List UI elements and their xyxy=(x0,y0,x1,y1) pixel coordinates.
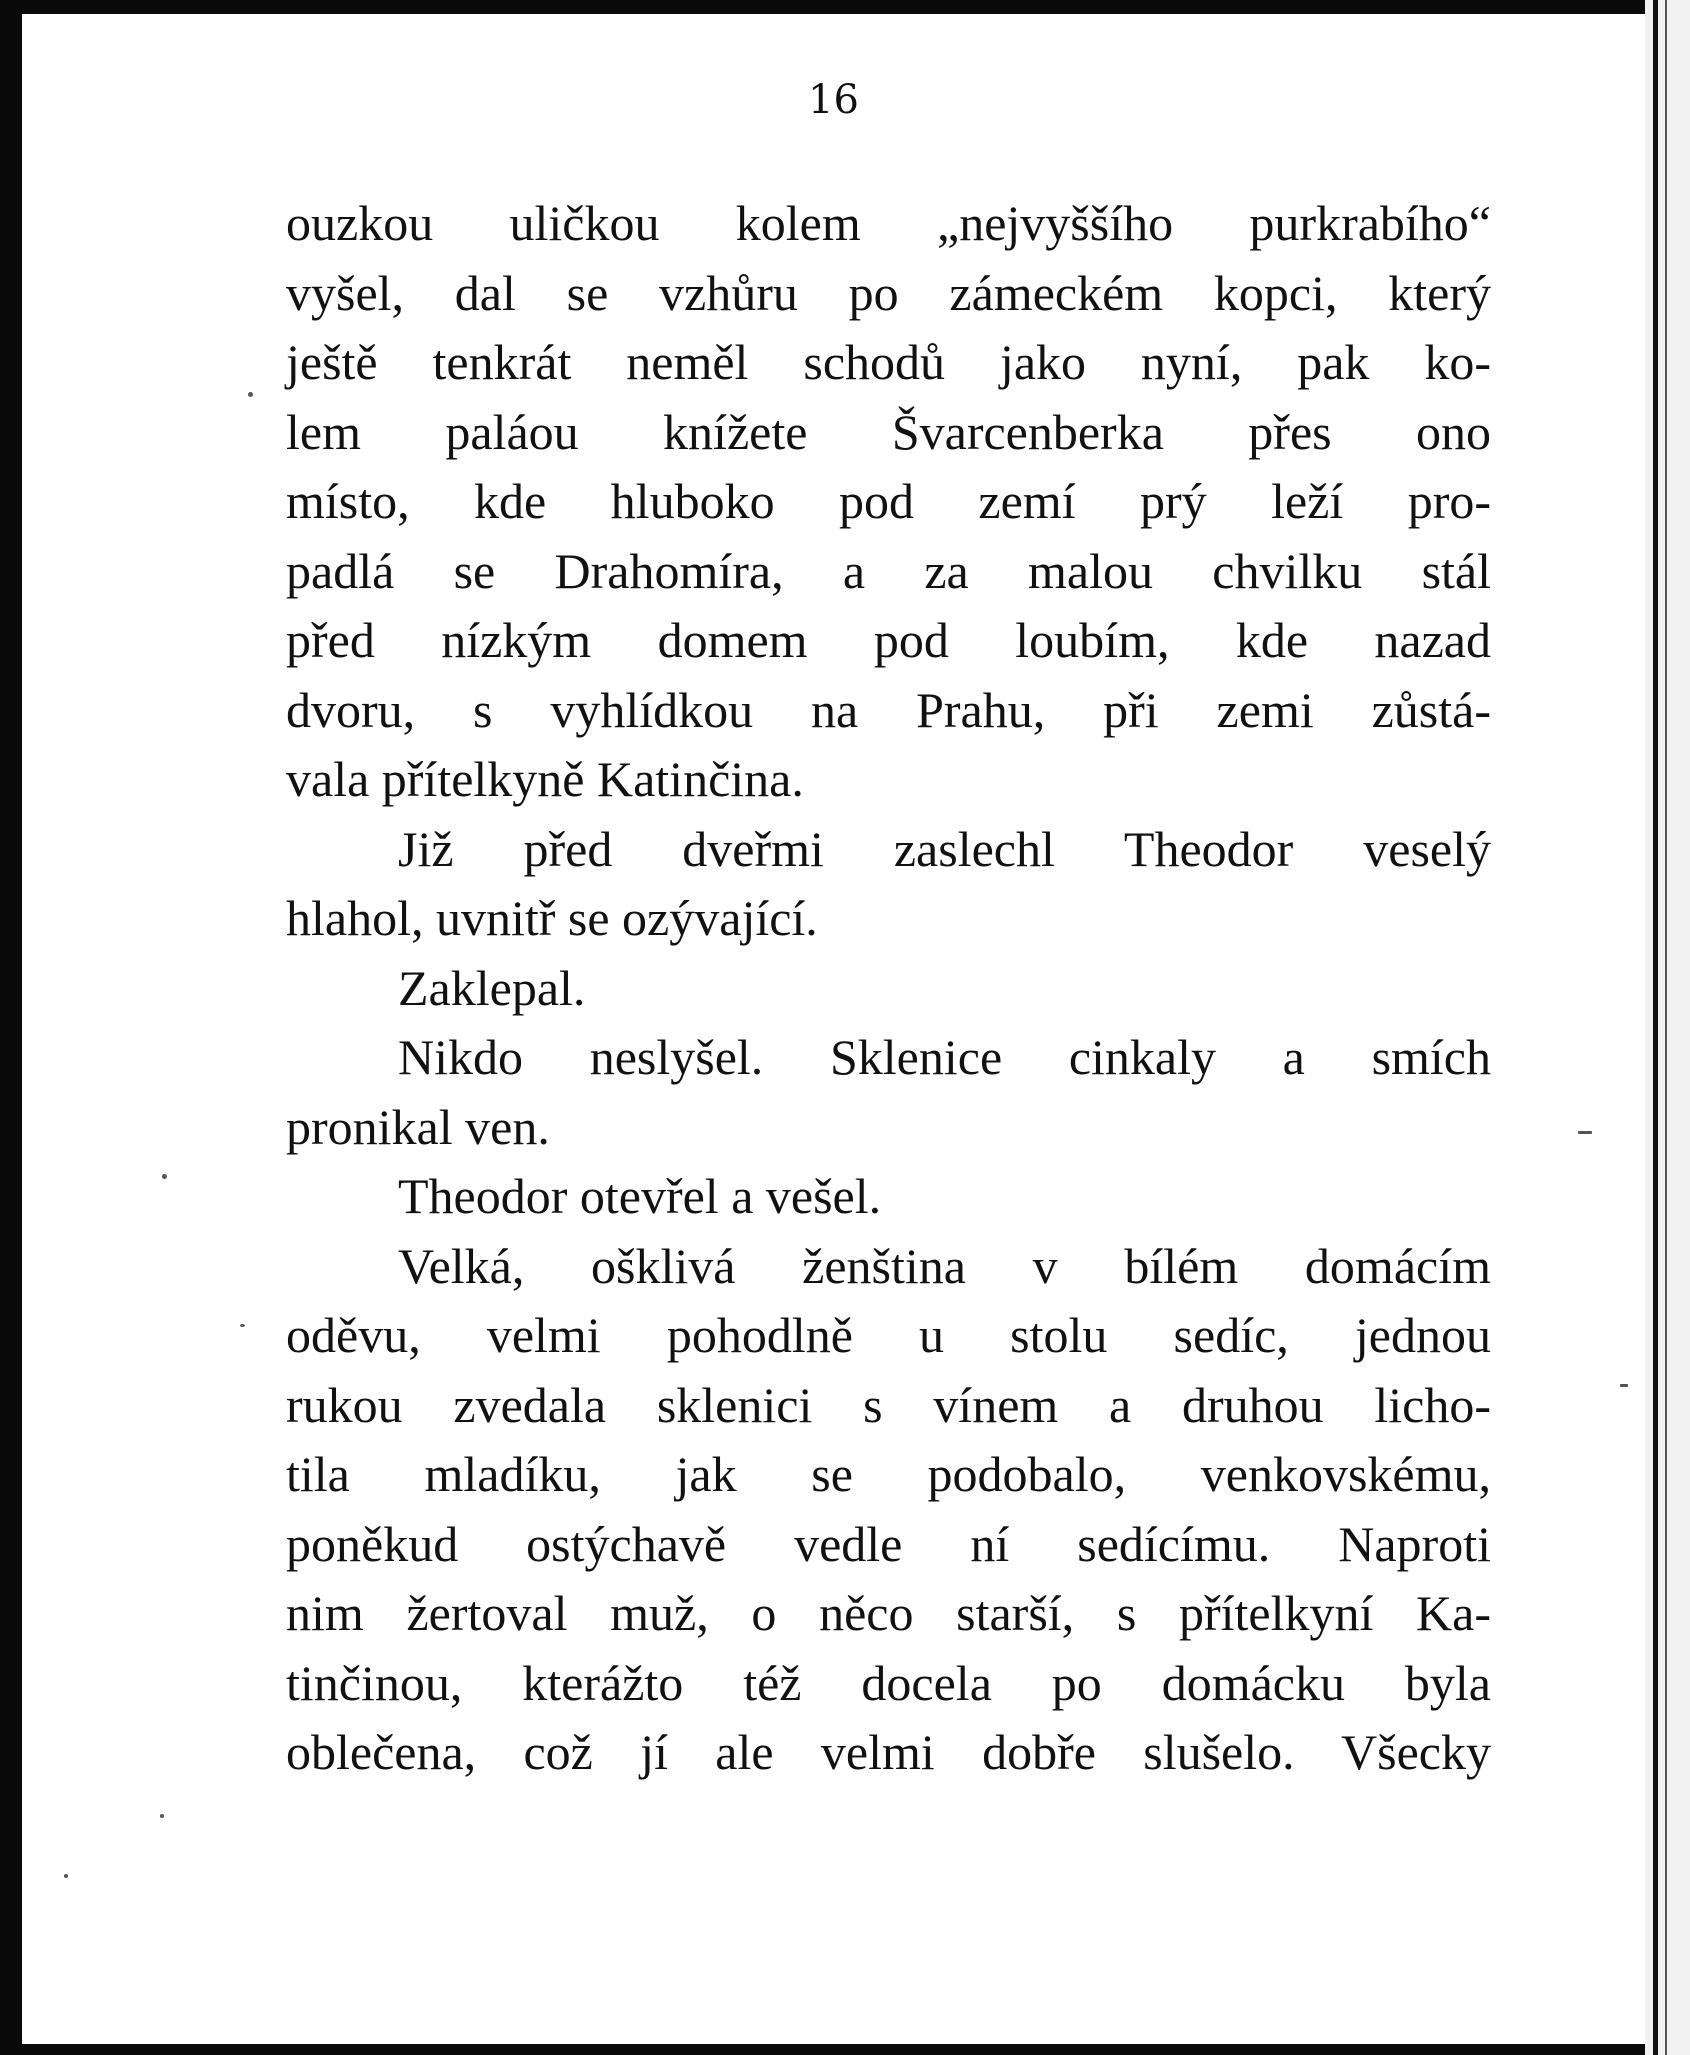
text-line: vala přítelkyně Katinčina. xyxy=(286,751,804,807)
text-line: Velká, ošklivá ženština v bílém domácím xyxy=(398,1237,1491,1294)
text-line: pronikal ven. xyxy=(286,1098,550,1155)
text-line: padlá se Drahomíra, a za malou chvilku stál xyxy=(286,542,1491,599)
text-line: lem paláou knížete Švarcenberka přes ono xyxy=(286,403,1491,460)
text-line: ouzkou uličkou kolem „nejvyššího purkrabího“ xyxy=(286,195,1491,251)
text-line: Zaklepal. xyxy=(398,959,586,1016)
paper-speck xyxy=(160,1814,164,1818)
text-line: oblečena, což jí ale velmi dobře slušelo. Všecky xyxy=(286,1724,1491,1780)
paper-speck xyxy=(64,1874,68,1878)
page-text xyxy=(286,189,1491,1788)
paper-speck xyxy=(248,392,253,397)
page-number: 16 xyxy=(808,77,859,123)
text-line: Nikdo neslyšel. Sklenice cinkaly a smích xyxy=(398,1029,1491,1085)
spine-line-thin xyxy=(1665,0,1667,2055)
paper-speck xyxy=(240,1324,245,1327)
text-line: dvoru, s vyhlídkou na Prahu, při zemi zůstá- xyxy=(286,681,1491,738)
paper-speck xyxy=(1578,1131,1592,1134)
text-line: oděvu, velmi pohodlně u stolu sedíc, jednou xyxy=(286,1307,1491,1363)
text-line: před nízkým domem pod loubím, kde nazad xyxy=(286,612,1491,668)
text-line: místo, kde hluboko pod zemí prý leží pro- xyxy=(286,473,1491,529)
page-edge-shadow xyxy=(1645,0,1690,2055)
text-line: ještě tenkrát neměl schodů jako nyní, pak ko- xyxy=(286,334,1491,390)
text-line: vyšel, dal se vzhůru po zámeckém kopci, který xyxy=(286,264,1491,321)
text-line: poněkud ostýchavě vedle ní sedícímu. Naproti xyxy=(286,1515,1491,1572)
text-line: tila mladíku, jak se podobalo, venkovskému, xyxy=(286,1446,1491,1502)
text-line: Již před dveřmi zaslechl Theodor veselý xyxy=(398,820,1491,877)
text-line: rukou zvedala sklenici s vínem a druhou licho- xyxy=(286,1376,1491,1433)
paper-speck xyxy=(162,1174,167,1179)
paper-speck xyxy=(1620,1384,1628,1387)
text-line: tinčinou, kterážto též docela po domácku byla xyxy=(286,1654,1491,1711)
text-line: nim žertoval muž, o něco starší, s přítelkyní Ka- xyxy=(286,1585,1491,1641)
book-page xyxy=(22,14,1645,2044)
text-line: hlahol, uvnitř se ozývající. xyxy=(286,890,818,946)
spine-line xyxy=(1653,0,1658,2055)
text-line: Theodor otevřel a vešel. xyxy=(398,1168,882,1224)
